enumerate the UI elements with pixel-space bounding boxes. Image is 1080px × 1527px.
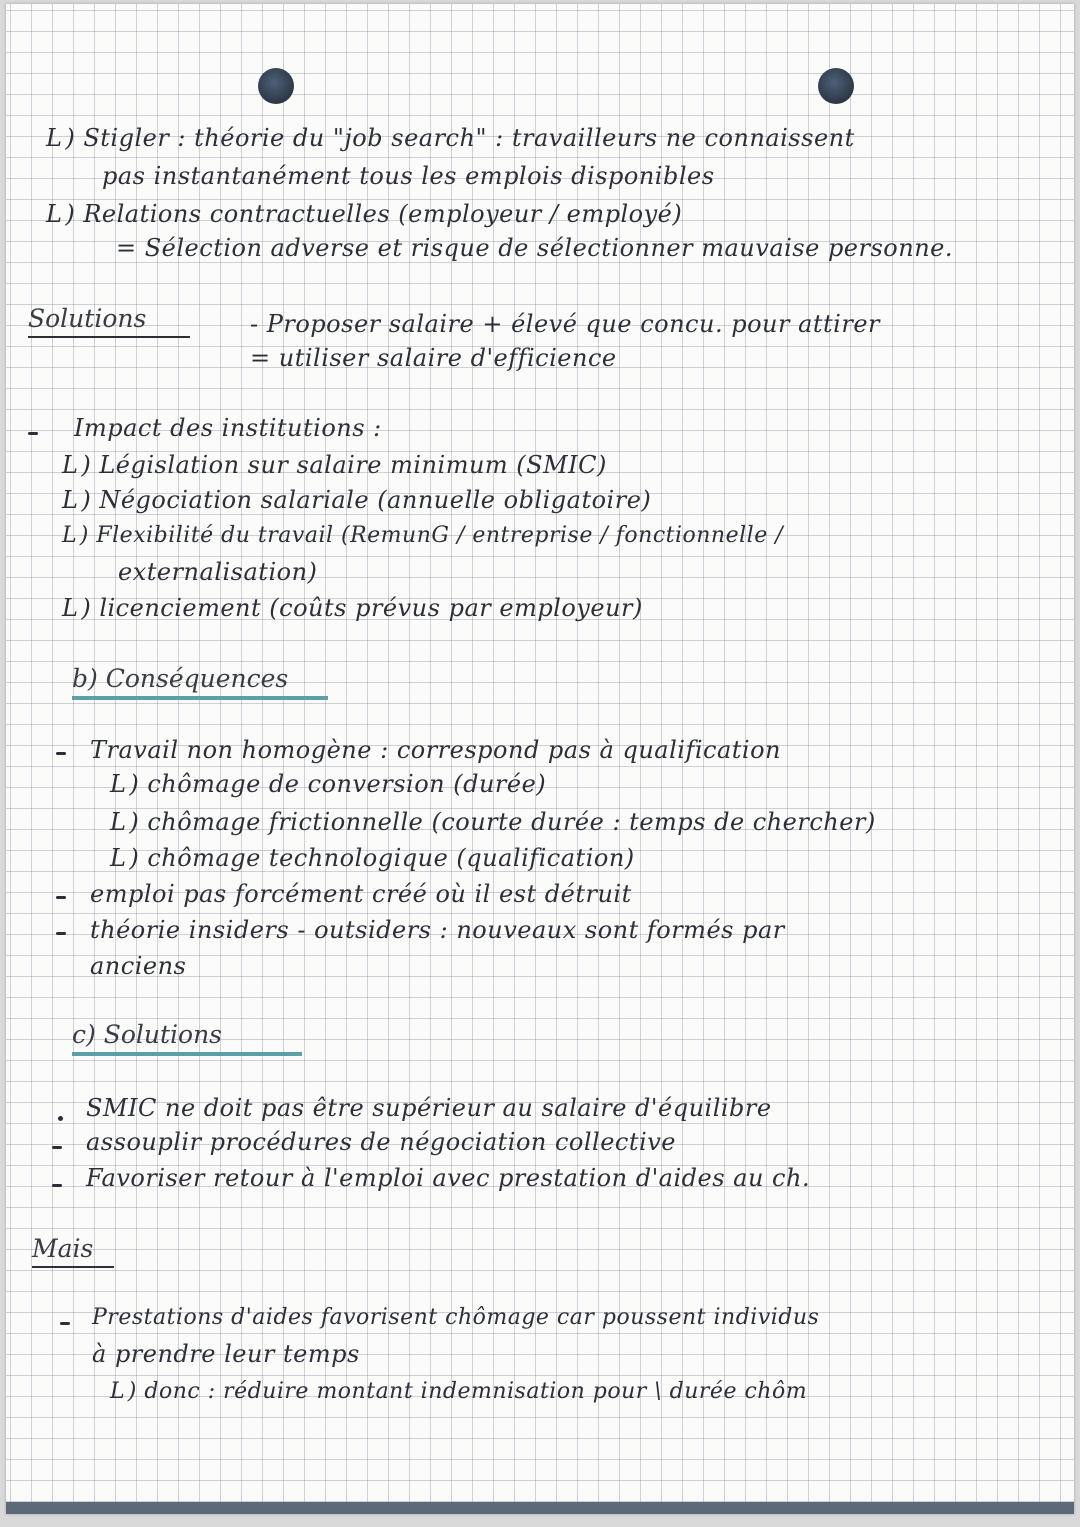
note-line: L ) chômage de conversion (durée) [110, 770, 547, 798]
note-line: emploi pas forcément créé où il est détruit [90, 880, 632, 908]
bullet [52, 1146, 62, 1149]
bullet [58, 1116, 63, 1121]
bullet [28, 432, 38, 435]
note-line: L ) chômage frictionnelle (courte durée : temps de chercher) [110, 808, 876, 836]
heading-mais: Mais [32, 1234, 114, 1268]
note-line: assouplir procédures de négociation collective [86, 1128, 676, 1156]
note-line: L ) Négociation salariale (annuelle obligatoire) [62, 486, 652, 514]
note-line: Favoriser retour à l'emploi avec prestation d'aides au ch. [86, 1164, 811, 1192]
binder-hole-right [818, 68, 854, 104]
note-line: - Proposer salaire + élevé que concu. pour attirer [250, 310, 880, 338]
note-line: Travail non homogène : correspond pas à qualification [90, 736, 781, 764]
note-line: L ) Relations contractuelles (employeur / employé) [46, 200, 683, 228]
note-line: L ) Législation sur salaire minimum (SMIC) [62, 451, 607, 479]
note-line: L ) donc : réduire montant indemnisation pour \ durée chôm [110, 1379, 808, 1404]
note-line: à prendre leur temps [92, 1340, 360, 1368]
note-line: pas instantanément tous les emplois disponibles [102, 162, 715, 190]
bullet [52, 1184, 62, 1187]
note-line: L ) Flexibilité du travail (RemunG / entreprise / fonctionnelle / [62, 523, 784, 548]
bullet [60, 1322, 70, 1325]
note-line: anciens [90, 952, 187, 980]
note-line: L ) chômage technologique (qualification) [110, 844, 635, 872]
binder-hole-left [258, 68, 294, 104]
note-line: L ) Stigler : théorie du "job search" : travailleurs ne connaissent [46, 124, 855, 152]
bullet [56, 896, 66, 899]
note-line: L ) licenciement (coûts prévus par employeur) [62, 594, 643, 622]
note-line: = Sélection adverse et risque de sélectionner mauvaise personne. [116, 234, 953, 262]
page-bottom-edge [6, 1502, 1074, 1514]
note-line: SMIC ne doit pas être supérieur au salaire d'équilibre [86, 1094, 772, 1122]
note-line: externalisation) [118, 558, 318, 586]
heading-solutions-c: c) Solutions [72, 1020, 302, 1056]
note-line: Prestations d'aides favorisent chômage car poussent individus [92, 1305, 820, 1330]
note-line: théorie insiders - outsiders : nouveaux sont formés par [90, 916, 785, 944]
bullet [56, 752, 66, 755]
note-line: Impact des institutions : [74, 414, 382, 442]
heading-solutions: Solutions [28, 304, 190, 338]
heading-consequences: b) Conséquences [72, 664, 328, 700]
note-line: = utiliser salaire d'efficience [250, 344, 617, 372]
notebook-page [6, 4, 1074, 1514]
bullet [56, 932, 66, 935]
